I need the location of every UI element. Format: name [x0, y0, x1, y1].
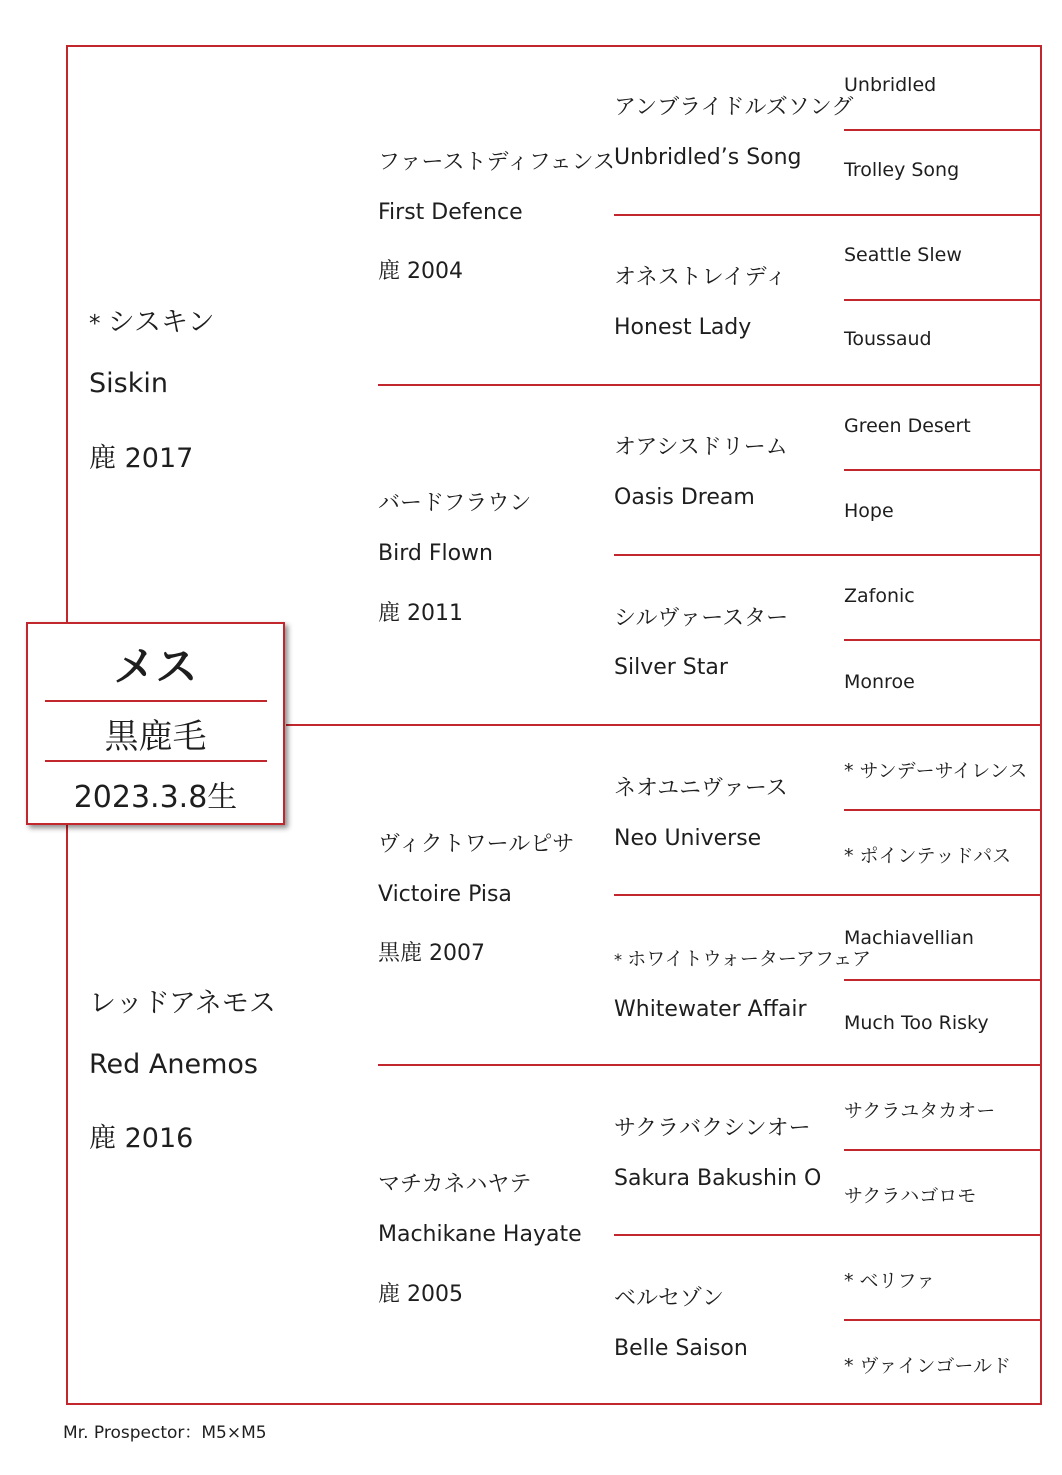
horse-box-divider [45, 700, 267, 702]
gen4-name: サクラユタカオー [844, 1100, 996, 1122]
gen4-name: * ベリファ [844, 1270, 936, 1292]
horse-info-box [26, 622, 285, 825]
gen2-name-jp: バードフラウン [378, 491, 532, 516]
gen3-name-jp: * ホワイトウォーターアフェア [614, 948, 871, 970]
gen2-info: 黒鹿 2007 [378, 941, 485, 966]
divider-gen3 [614, 554, 1042, 556]
divider-gen3 [614, 1234, 1042, 1236]
gen3-name-en: Silver Star [614, 655, 728, 680]
gen3-name-jp: シルヴァースター [614, 606, 789, 631]
imported-mark: * [614, 950, 628, 969]
gen3-name-jp: ネオユニヴァース [614, 776, 788, 801]
horse-box-divider [45, 760, 267, 762]
gen2-info: 鹿 2011 [378, 601, 463, 626]
gen2-name-jp: ヴィクトワールピサ [378, 832, 575, 857]
dam-name-jp: レッドアネモス [89, 988, 276, 1019]
gen3-name-en: Honest Lady [614, 315, 752, 340]
gen4-name: Hope [844, 500, 894, 522]
gen3-name-en: Belle Saison [614, 1336, 748, 1361]
gen4-name: * サンデーサイレンス [844, 760, 1028, 782]
divider-gen3 [614, 214, 1042, 216]
gen2-name-en: Victoire Pisa [378, 882, 512, 907]
gen4-name: Toussaud [844, 328, 932, 350]
divider-gen4 [844, 469, 1042, 471]
gen4-name: Unbridled [844, 74, 937, 96]
gen3-name-jp: アンブライドルズソング [614, 95, 854, 120]
imported-mark: * [89, 311, 108, 337]
divider-gen4 [844, 809, 1042, 811]
gen4-name: Zafonic [844, 585, 915, 607]
gen4-name: サクラハゴロモ [844, 1185, 977, 1207]
horse-sex: メス [113, 642, 198, 691]
gen4-name: Seattle Slew [844, 244, 962, 266]
gen2-name-jp: マチカネハヤテ [378, 1172, 532, 1197]
gen4-name: Monroe [844, 671, 915, 693]
gen3-name-en: Oasis Dream [614, 485, 755, 510]
divider-gen4 [844, 299, 1042, 301]
gen2-name-jp: ファーストディフェンス [378, 150, 615, 175]
gen3-name-en: Whitewater Affair [614, 997, 807, 1022]
divider-gen4 [844, 129, 1042, 131]
gen3-name-jp: サクラバクシンオー [614, 1116, 811, 1141]
gen4-name: Green Desert [844, 415, 971, 437]
divider-gen3 [614, 894, 1042, 896]
gen2-name-en: Machikane Hayate [378, 1222, 582, 1247]
gen2-name-en: Bird Flown [378, 541, 493, 566]
gen3-name-jp: オネストレイディ [614, 265, 787, 290]
sire-info: 鹿 2017 [89, 443, 194, 474]
divider-sire-dam [286, 724, 1042, 726]
horse-birth-date: 2023.3.8生 [73, 780, 238, 815]
gen3-name-jp: オアシスドリーム [614, 435, 788, 460]
gen3-name-jp: ベルセゾン [614, 1286, 725, 1311]
gen2-name-en: First Defence [378, 200, 523, 225]
divider-gen4 [844, 1149, 1042, 1151]
gen3-name-en: Sakura Bakushin O [614, 1166, 822, 1191]
gen4-name: * ポインテッドパス [844, 845, 1012, 867]
inbreeding-note: Mr. Prospector：M5×M5 [63, 1423, 267, 1443]
sire-name-en: Siskin [89, 368, 168, 399]
divider-gen2-dam [378, 1064, 1042, 1066]
gen4-name: Trolley Song [844, 159, 960, 181]
divider-gen4 [844, 1319, 1042, 1321]
gen2-info: 鹿 2005 [378, 1282, 463, 1307]
gen4-name: * ヴァインゴールド [844, 1355, 1011, 1377]
gen3-name-en: Unbridled’s Song [614, 145, 802, 170]
gen4-name: Machiavellian [844, 927, 974, 949]
horse-coat-color: 黒鹿毛 [104, 717, 207, 757]
divider-gen2-sire [378, 384, 1042, 386]
dam-info: 鹿 2016 [89, 1123, 194, 1154]
sire-name-jp: * シスキン [89, 307, 215, 338]
divider-gen4 [844, 639, 1042, 641]
divider-gen4 [844, 979, 1042, 981]
gen2-info: 鹿 2004 [378, 259, 463, 284]
gen4-name: Much Too Risky [844, 1012, 989, 1034]
gen3-name-en: Neo Universe [614, 826, 762, 851]
dam-name-en: Red Anemos [89, 1049, 258, 1080]
